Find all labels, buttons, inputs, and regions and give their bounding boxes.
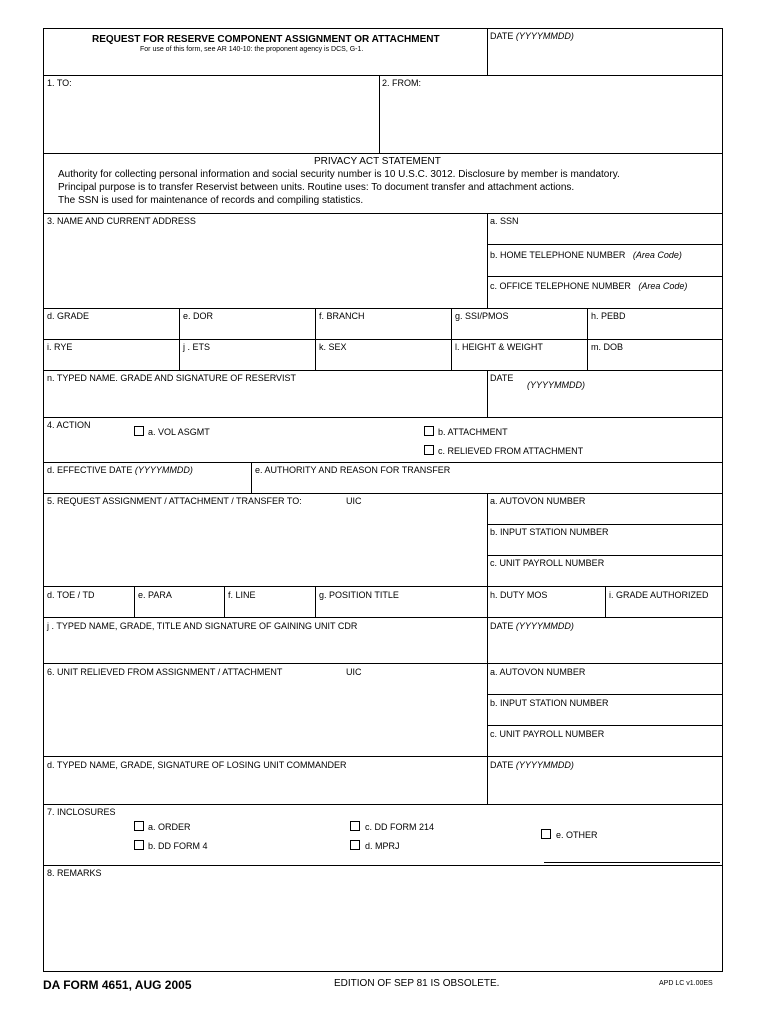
input-station-field[interactable]: b. INPUT STATION NUMBER	[490, 527, 609, 537]
privacy-text-line: The SSN is used for maintenance of records and compiling statistics.	[58, 195, 364, 206]
ets-field[interactable]: j . ETS	[183, 342, 211, 352]
losing-cdr-signature-field[interactable]: d. TYPED NAME, GRADE, SIGNATURE OF LOSING UNIT COMMANDER	[47, 760, 347, 770]
uic-field[interactable]: UIC	[346, 496, 362, 506]
para-field[interactable]: e. PARA	[138, 590, 172, 600]
divider	[43, 663, 723, 664]
divider	[605, 586, 606, 617]
divider	[487, 663, 488, 804]
divider	[43, 370, 723, 371]
divider	[134, 586, 135, 617]
unit-relieved-field[interactable]: 6. UNIT RELIEVED FROM ASSIGNMENT / ATTACHMENT	[47, 667, 283, 677]
position-title-field[interactable]: g. POSITION TITLE	[319, 590, 399, 600]
divider	[43, 213, 723, 214]
height-weight-field[interactable]: l. HEIGHT & WEIGHT	[455, 342, 543, 352]
relieved-uic-field[interactable]: UIC	[346, 667, 362, 677]
rye-field[interactable]: i. RYE	[47, 342, 73, 352]
reservist-date-label[interactable]: DATE	[490, 373, 514, 383]
dd-form-214-label: c. DD FORM 214	[365, 822, 435, 832]
dd-form-4-checkbox[interactable]	[134, 840, 144, 850]
divider	[43, 586, 723, 587]
edition-note: EDITION OF SEP 81 IS OBSOLETE.	[334, 978, 500, 989]
form-title: REQUEST FOR RESERVE COMPONENT ASSIGNMENT OR ATTACHMENT	[92, 34, 440, 45]
dor-field[interactable]: e. DOR	[183, 311, 214, 321]
reservist-date-format: (YYYYMMDD)	[527, 380, 585, 390]
divider	[487, 493, 488, 663]
name-address-field[interactable]: 3. NAME AND CURRENT ADDRESS	[47, 216, 196, 226]
relieved-autovon-field[interactable]: a. AUTOVON NUMBER	[490, 667, 586, 677]
vol-asgmt-label: a. VOL ASGMT	[148, 427, 210, 437]
relieved-checkbox[interactable]	[424, 445, 434, 455]
divider	[43, 865, 723, 866]
divider	[487, 694, 723, 695]
reservist-signature-field[interactable]: n. TYPED NAME. GRADE AND SIGNATURE OF RESERVIST	[47, 373, 297, 383]
gaining-date-field[interactable]: DATE (YYYYMMDD)	[490, 621, 574, 631]
header-date-label: DATE (YYYYMMDD)	[490, 31, 574, 41]
remarks-field[interactable]: 8. REMARKS	[47, 868, 102, 878]
mprj-checkbox[interactable]	[350, 840, 360, 850]
divider	[487, 28, 488, 76]
ssn-field[interactable]: a. SSN	[490, 216, 519, 226]
divider	[43, 462, 723, 463]
dob-field[interactable]: m. DOB	[591, 342, 624, 352]
authority-field[interactable]: e. AUTHORITY AND REASON FOR TRANSFER	[255, 465, 451, 475]
divider	[487, 244, 723, 245]
order-label: a. ORDER	[148, 822, 191, 832]
other-input-line[interactable]	[544, 862, 720, 863]
gaining-cdr-signature-field[interactable]: j . TYPED NAME, GRADE, TITLE AND SIGNATURE OF GAINING UNIT CDR	[47, 621, 358, 631]
other-checkbox[interactable]	[541, 829, 551, 839]
dd-form-4-label: b. DD FORM 4	[148, 841, 208, 851]
divider	[379, 75, 380, 153]
grade-field[interactable]: d. GRADE	[47, 311, 90, 321]
divider	[43, 339, 723, 340]
sex-field[interactable]: k. SEX	[319, 342, 347, 352]
branch-field[interactable]: f. BRANCH	[319, 311, 365, 321]
home-phone-field[interactable]: b. HOME TELEPHONE NUMBER (Area Code)	[490, 250, 682, 260]
divider	[315, 586, 316, 617]
to-field[interactable]: 1. TO:	[47, 78, 72, 88]
autovon-field[interactable]: a. AUTOVON NUMBER	[490, 496, 586, 506]
divider	[43, 417, 723, 418]
divider	[487, 276, 723, 277]
divider	[224, 586, 225, 617]
relieved-label: c. RELIEVED FROM ATTACHMENT	[438, 446, 584, 456]
duty-mos-field[interactable]: h. DUTY MOS	[490, 590, 548, 600]
divider	[43, 617, 723, 618]
vol-asgmt-checkbox[interactable]	[134, 426, 144, 436]
order-checkbox[interactable]	[134, 821, 144, 831]
grade-authorized-field[interactable]: i. GRADE AUTHORIZED	[609, 590, 709, 600]
office-phone-field[interactable]: c. OFFICE TELEPHONE NUMBER (Area Code)	[490, 281, 688, 291]
divider	[487, 555, 723, 556]
dd-form-214-checkbox[interactable]	[350, 821, 360, 831]
effective-date-field[interactable]: d. EFFECTIVE DATE (YYYYMMDD)	[47, 465, 193, 475]
divider	[251, 462, 252, 493]
mprj-label: d. MPRJ	[365, 841, 400, 851]
other-label: e. OTHER	[556, 830, 598, 840]
divider	[487, 524, 723, 525]
line-field[interactable]: f. LINE	[228, 590, 256, 600]
relieved-input-station-field[interactable]: b. INPUT STATION NUMBER	[490, 698, 609, 708]
divider	[43, 756, 723, 757]
action-label: 4. ACTION	[47, 420, 91, 430]
privacy-heading: PRIVACY ACT STATEMENT	[314, 156, 441, 167]
attachment-label: b. ATTACHMENT	[438, 427, 508, 437]
privacy-text-line: Principal purpose is to transfer Reservist between units. Routine uses: To document transfer and attachment actions.	[58, 182, 575, 193]
ssi-pmos-field[interactable]: g. SSI/PMOS	[455, 311, 509, 321]
divider	[43, 804, 723, 805]
divider	[487, 213, 488, 308]
divider	[43, 75, 723, 76]
form-subtitle: For use of this form, see AR 140-10: the proponent agency is DCS, G-1.	[140, 46, 364, 53]
relieved-unit-payroll-field[interactable]: c. UNIT PAYROLL NUMBER	[490, 729, 605, 739]
toe-td-field[interactable]: d. TOE / TD	[47, 590, 95, 600]
divider	[487, 725, 723, 726]
version-label: APD LC v1.00ES	[659, 980, 713, 987]
divider	[487, 370, 488, 417]
losing-date-field[interactable]: DATE (YYYYMMDD)	[490, 760, 574, 770]
divider	[43, 493, 723, 494]
pebd-field[interactable]: h. PEBD	[591, 311, 626, 321]
unit-payroll-field[interactable]: c. UNIT PAYROLL NUMBER	[490, 558, 605, 568]
divider	[43, 153, 723, 154]
attachment-checkbox[interactable]	[424, 426, 434, 436]
form-id: DA FORM 4651, AUG 2005	[43, 978, 192, 992]
privacy-text-line: Authority for collecting personal information and social security number is 10 U.S.C. 3012. Disclosure by member is mandatory.	[58, 169, 620, 180]
from-field[interactable]: 2. FROM:	[382, 78, 422, 88]
inclosures-label: 7. INCLOSURES	[47, 807, 116, 817]
divider	[43, 308, 723, 309]
request-assignment-field[interactable]: 5. REQUEST ASSIGNMENT / ATTACHMENT / TRANSFER TO:	[47, 496, 302, 506]
